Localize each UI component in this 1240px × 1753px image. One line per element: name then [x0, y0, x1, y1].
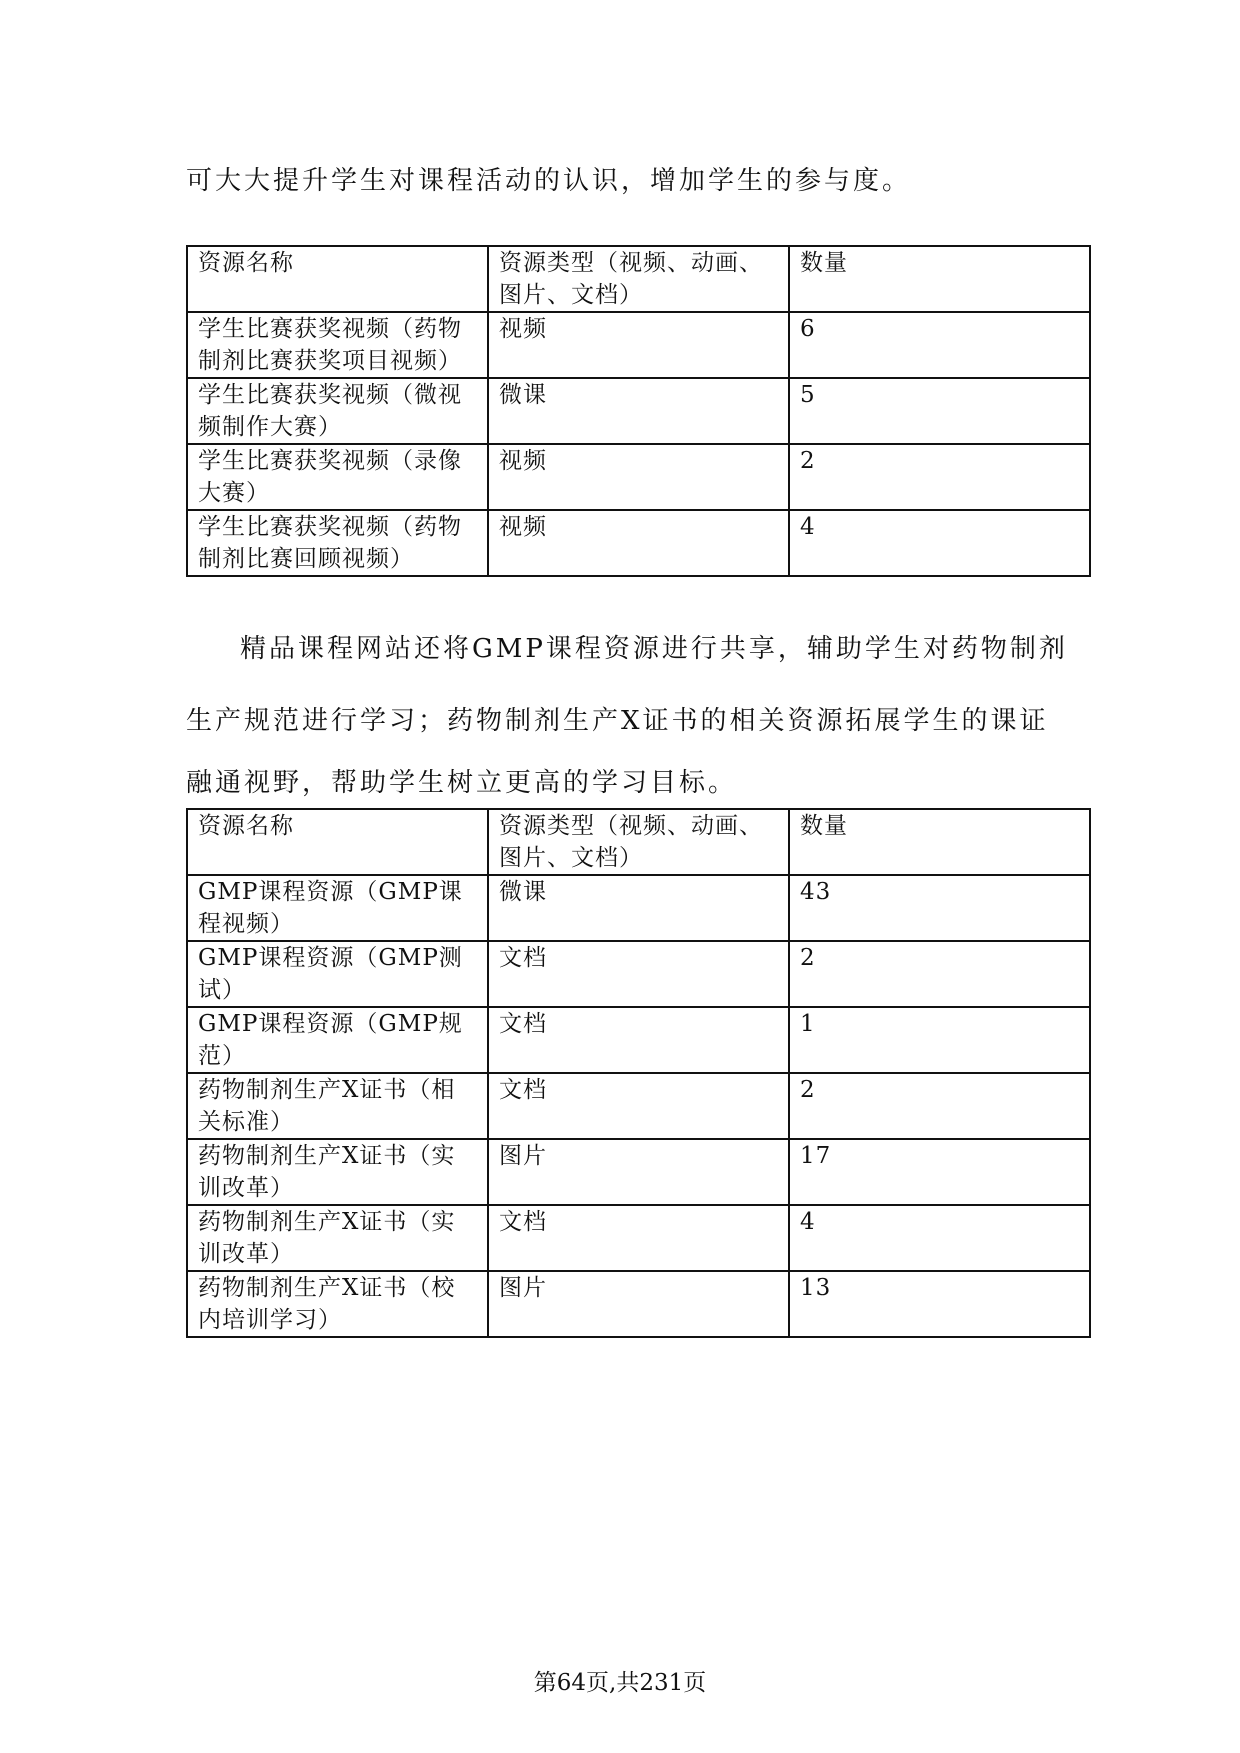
cell-count: 1 [789, 1007, 1090, 1073]
cell-type: 视频 [488, 510, 789, 576]
cell-name: 学生比赛获奖视频（录像大赛） [187, 444, 488, 510]
paragraph-gmp-line3: 融通视野，帮助学生树立更高的学习目标。 [186, 768, 738, 798]
cell-name: 学生比赛获奖视频（药物制剂比赛获奖项目视频） [187, 312, 488, 378]
cell-count: 6 [789, 312, 1090, 378]
cell-name: GMP课程资源（GMP测试） [187, 941, 488, 1007]
cell-name: 学生比赛获奖视频（药物制剂比赛回顾视频） [187, 510, 488, 576]
cell-type: 文档 [488, 941, 789, 1007]
cell-count: 2 [789, 444, 1090, 510]
header-cell-name: 资源名称 [187, 246, 488, 312]
page-number-footer: 第64页,共231页 [533, 1670, 707, 1696]
cell-name: 药物制剂生产X证书（相关标准） [187, 1073, 488, 1139]
cell-count: 13 [789, 1271, 1090, 1337]
cell-name: GMP课程资源（GMP课程视频） [187, 875, 488, 941]
table-row [187, 510, 1090, 576]
header-cell-name: 资源名称 [187, 809, 488, 875]
cell-type: 微课 [488, 875, 789, 941]
resource-table-gmp [186, 808, 1091, 1338]
table-row [187, 1205, 1090, 1271]
header-cell-count: 数量 [789, 809, 1090, 875]
table-row [187, 378, 1090, 444]
table-row [187, 941, 1090, 1007]
table-row [187, 312, 1090, 378]
header-cell-type: 资源类型（视频、动画、图片、文档） [488, 246, 789, 312]
cell-name: 药物制剂生产X证书（实训改革） [187, 1139, 488, 1205]
table-row [187, 1007, 1090, 1073]
cell-type: 文档 [488, 1073, 789, 1139]
cell-count: 5 [789, 378, 1090, 444]
cell-type: 图片 [488, 1139, 789, 1205]
paragraph-gmp-line1: 精品课程网站还将GMP课程资源进行共享，辅助学生对药物制剂 [240, 634, 1068, 664]
cell-count: 2 [789, 1073, 1090, 1139]
cell-name: 药物制剂生产X证书（实训改革） [187, 1205, 488, 1271]
header-cell-count: 数量 [789, 246, 1090, 312]
paragraph-gmp-line2: 生产规范进行学习；药物制剂生产X证书的相关资源拓展学生的课证 [186, 706, 1049, 736]
table-row [187, 875, 1090, 941]
cell-count: 2 [789, 941, 1090, 1007]
table-row [187, 1139, 1090, 1205]
cell-name: GMP课程资源（GMP规范） [187, 1007, 488, 1073]
cell-name: 药物制剂生产X证书（校内培训学习） [187, 1271, 488, 1337]
header-cell-type: 资源类型（视频、动画、图片、文档） [488, 809, 789, 875]
table-header-row [187, 246, 1090, 312]
cell-name: 学生比赛获奖视频（微视频制作大赛） [187, 378, 488, 444]
cell-type: 视频 [488, 444, 789, 510]
cell-type: 视频 [488, 312, 789, 378]
cell-type: 微课 [488, 378, 789, 444]
table-row [187, 444, 1090, 510]
cell-count: 43 [789, 875, 1090, 941]
table-row [187, 1073, 1090, 1139]
paragraph-intro: 可大大提升学生对课程活动的认识，增加学生的参与度。 [186, 166, 912, 196]
cell-type: 图片 [488, 1271, 789, 1337]
table-row [187, 1271, 1090, 1337]
cell-count: 4 [789, 510, 1090, 576]
cell-count: 17 [789, 1139, 1090, 1205]
table-header-row [187, 809, 1090, 875]
cell-type: 文档 [488, 1205, 789, 1271]
cell-type: 文档 [488, 1007, 789, 1073]
resource-table-competition [186, 245, 1091, 577]
cell-count: 4 [789, 1205, 1090, 1271]
